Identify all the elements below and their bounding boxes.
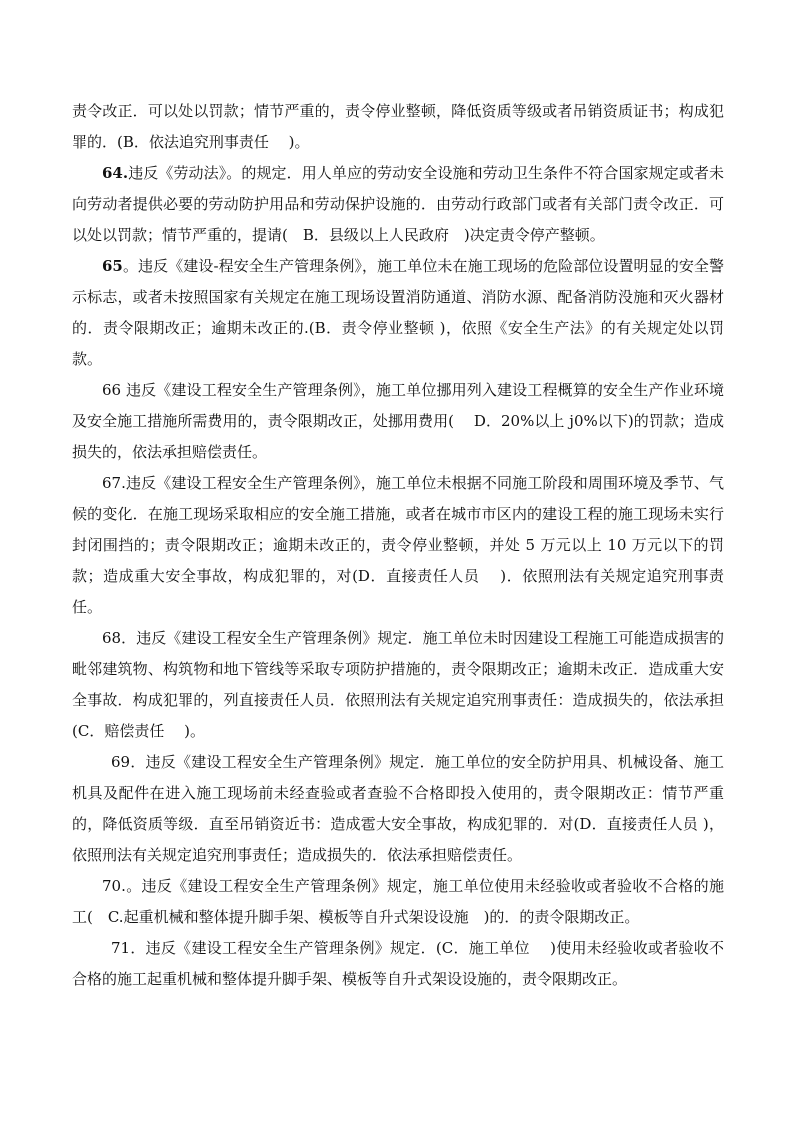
paragraph-63-continuation	[72, 96, 724, 158]
paragraph-number: 65	[102, 257, 123, 275]
paragraph-68	[72, 623, 724, 747]
paragraph-71	[72, 933, 724, 995]
paragraph-64	[72, 158, 724, 251]
paragraph-65	[72, 251, 724, 375]
paragraph-text: 71．违反《建设工程安全生产管理条例》规定．(C．施工单位 )使用未经验收或者验收不合格的施工起重机械和整体提升脚手架、模板等自升式架设设施的，责令限期改正。	[72, 939, 724, 988]
paragraph-67	[72, 468, 724, 623]
paragraph-text: 66 违反《建设工程安全生产管理条例》，施工单位挪用列入建设工程概算的安全生产作业环境及安全施工措施所需费用的，责令限期改正，处挪用费用( D．20%以上 j0%以下)的罚款；造成损失的，依法承担赔偿责任。	[72, 381, 724, 461]
paragraph-69	[72, 747, 724, 871]
paragraph-number: 64.	[102, 164, 129, 182]
paragraph-text: 违反《劳动法》。的规定．用人单应的劳动安全设施和劳动卫生条件不符合国家规定或者未向劳动者提供必要的劳动防护用品和劳动保护设施的．由劳动行政部门或者有关部门责令改正．可以处以罚款；情节严重的，提请( B．县级以上人民政府 )决定责令停产整顿。	[72, 164, 724, 244]
paragraph-66	[72, 375, 724, 468]
paragraph-text: 责令改正．可以处以罚款；情节严重的，责令停业整顿，降低资质等级或者吊销资质证书；构成犯罪的．(B．依法追究刑事责任 )。	[72, 102, 724, 151]
paragraph-text: 。违反《建设-程安全生产管理条例》，施工单位未在施工现场的危险部位设置明显的安全警示标志，或者未按照国家有关规定在施工现场设置消防通道、消防水源、配备消防没施和灭火器材的．责令限期改正；逾期未改正的.(B．责令停业整顿 )，依照《安全生产法》的有关规定处以罚款。	[72, 257, 724, 368]
paragraph-text: 67.违反《建设工程安全生产管理条例》，施工单位未根据不同施工阶段和周围环境及季节、气候的变化．在施工现场采取相应的安全施工措施，或者在城市市区内的建设工程的施工现场未实行封闭围挡的；责令限期改正；逾期未改正的，责令停业整顿，并处 5 万元以上 10 万元以下的罚款；造成重大安全事故，构成犯罪的，对(D．直接责任人员 )．依照刑法有关规定追究刑事责任。	[72, 474, 724, 616]
paragraph-text: 68．违反《建设工程安全生产管理条例》规定．施工单位未时因建设工程施工可能造成损害的毗邻建筑物、构筑物和地下管线等采取专项防护措施的，责令限期改正；逾期未改正．造成重大安全事故．构成犯罪的，列直接责任人员．依照刑法有关规定追究刑事责任：造成损失的，依法承担(C．赔偿责任 )。	[72, 629, 724, 740]
paragraph-text: 69．违反《建设工程安全生产管理条例》规定．施工单位的安全防护用具、机械设备、施工机具及配件在进入施工现场前未经查验或者查验不合格即投入使用的，责令限期改正：情节严重的，降低资质等级．直至吊销资近书：造成雹大安全事故，构成犯罪的．对(D．直接责任人员 )，依照刑法有关规定追究刑事责任；造成损失的．依法承担赔偿责任。	[72, 753, 724, 864]
paragraph-text: 70.。违反《建设工程安全生产管理条例》规定，施工单位使用未经验收或者验收不合格的施工( C.起重机械和整体提升脚手架、模板等自升式架设设施 )的．的责令限期改正。	[72, 877, 724, 926]
document-body	[72, 96, 724, 995]
paragraph-70	[72, 871, 724, 933]
